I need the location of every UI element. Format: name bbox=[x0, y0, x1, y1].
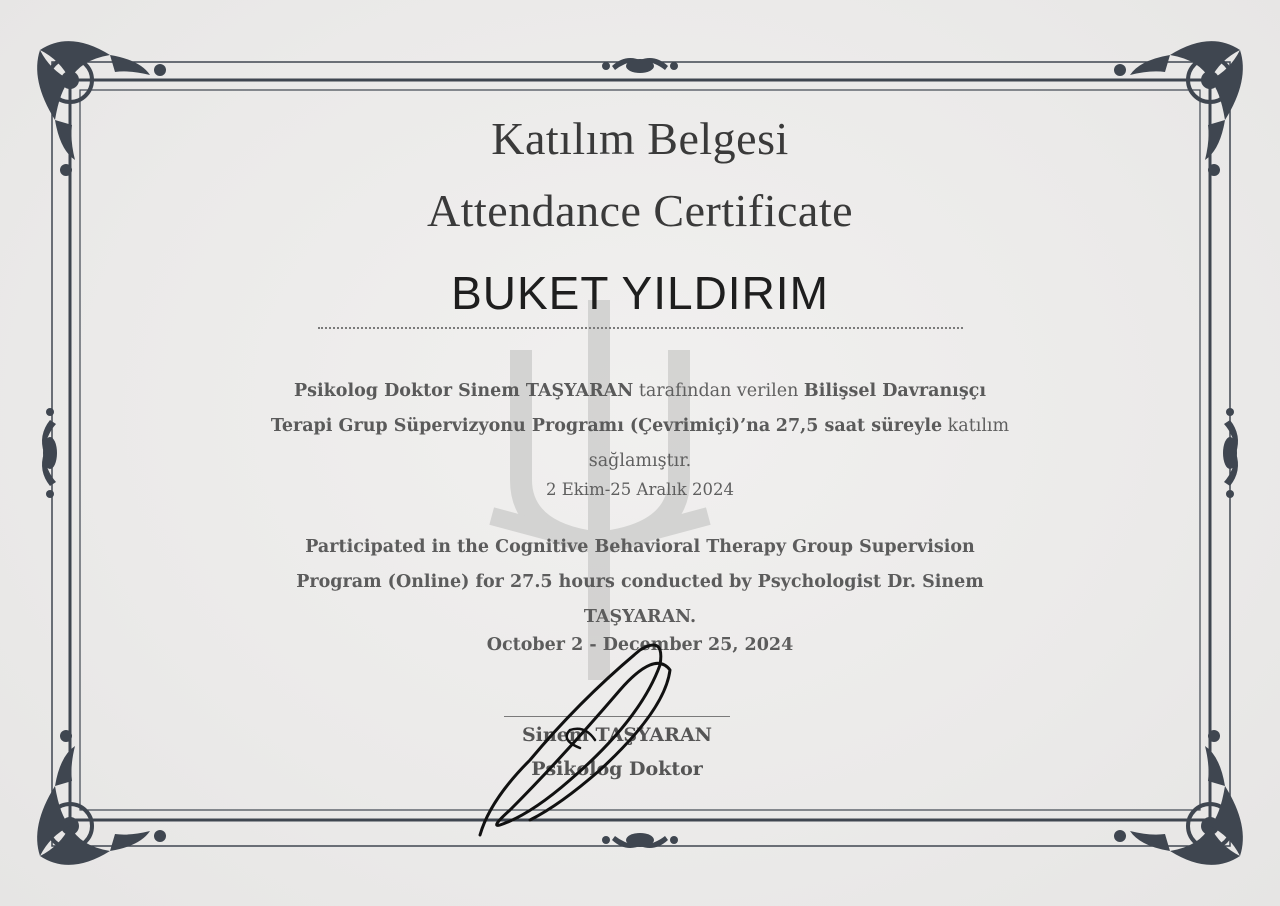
program-name: Bilişsel Davranışçı Terapi Grup Süpervizyonu Programı (Çevrimiçi)’na bbox=[270, 381, 986, 436]
hours-text: 27,5 saat süreyle bbox=[775, 416, 943, 436]
handwritten-signature bbox=[470, 630, 690, 840]
title-turkish: Katılım Belgesi bbox=[491, 113, 789, 164]
name-underline bbox=[318, 327, 963, 329]
dates-turkish: 2 Ekim-25 Aralık 2024 bbox=[546, 480, 734, 499]
dates-english: October 2 - December 25, 2024 bbox=[486, 635, 794, 655]
recipient-name: BUKET YILDIRIM bbox=[451, 267, 829, 319]
signatory-title: Psikolog Doktor bbox=[531, 758, 703, 780]
signatory-name: Sinem TAŞYARAN bbox=[521, 724, 713, 746]
instructor-name: Psikolog Doktor Sinem TAŞYARAN bbox=[294, 381, 634, 401]
by-text: tarafından verilen bbox=[633, 381, 804, 401]
title-english: Attendance Certificate bbox=[426, 185, 854, 236]
completion-text: katılım sağlamıştır. bbox=[588, 416, 1010, 471]
body-text-turkish bbox=[270, 374, 1010, 479]
body-text-english: Participated in the Cognitive Behavioral Therapy Group Supervision Program (Online) for 27.5 hours conducted by Psychologist Dr. Sinem TAŞYARAN. bbox=[296, 537, 984, 627]
